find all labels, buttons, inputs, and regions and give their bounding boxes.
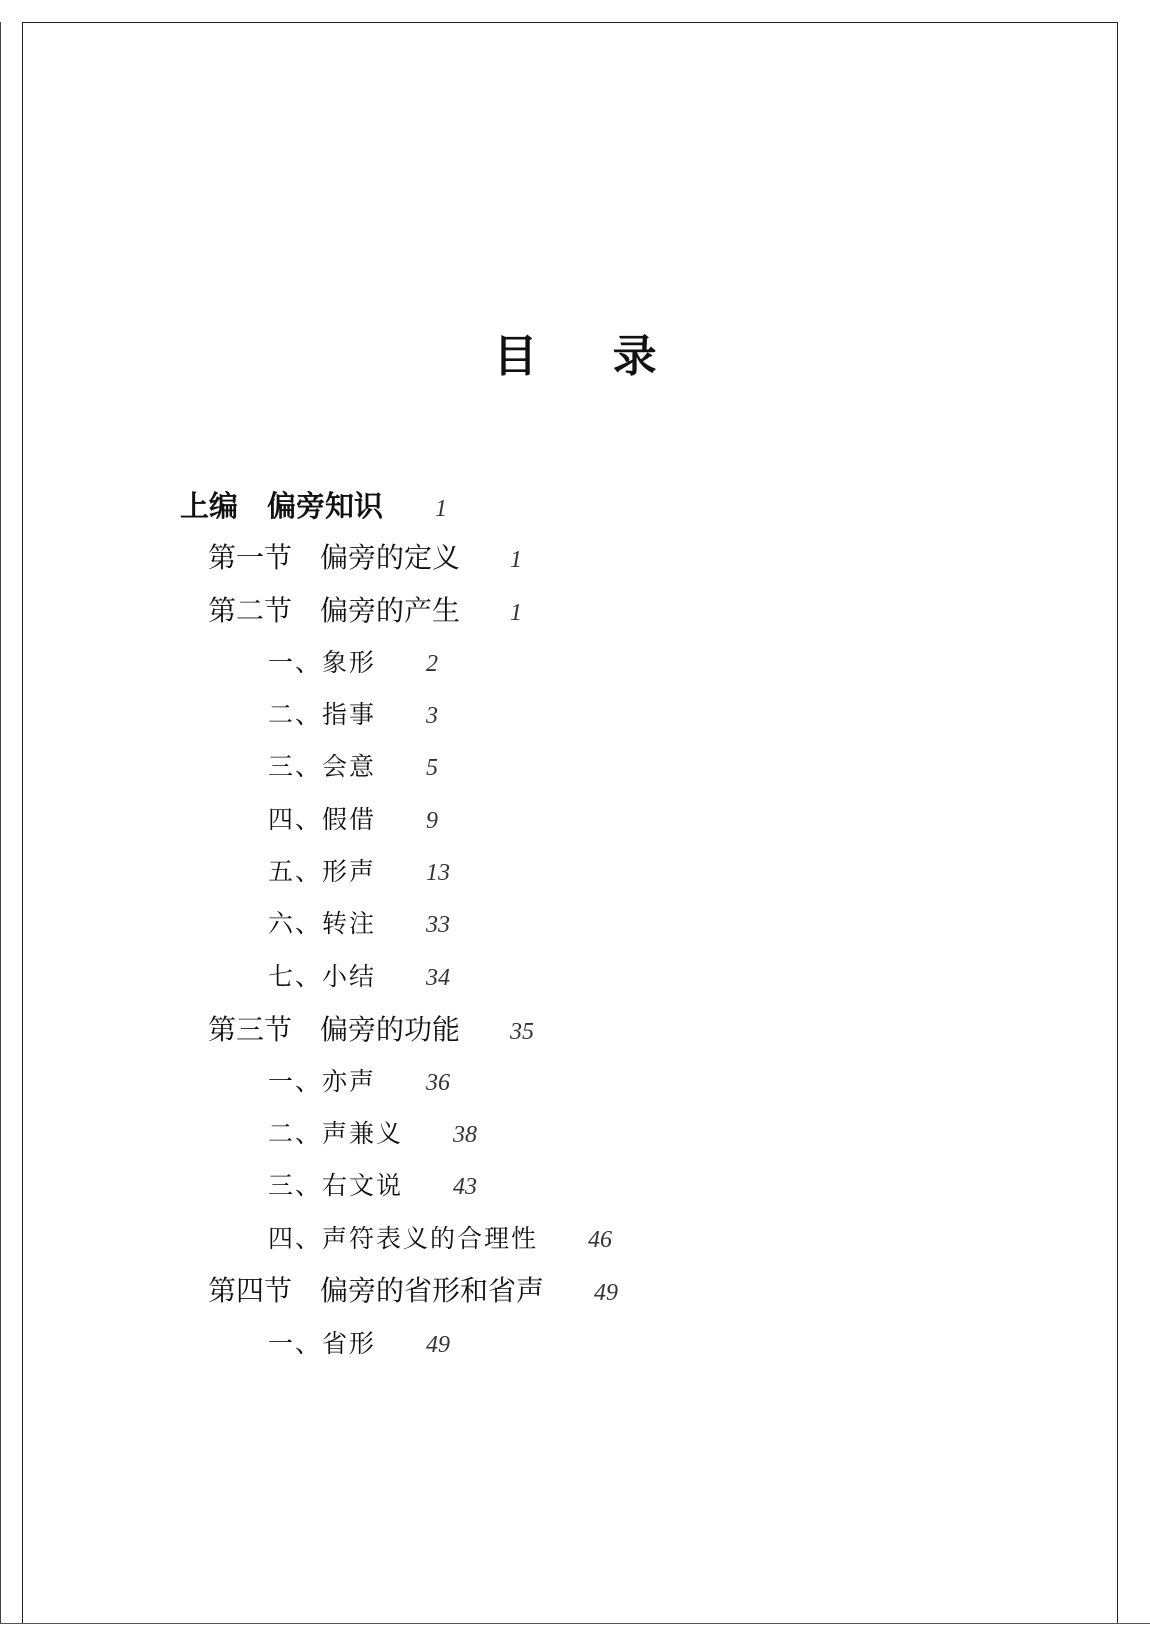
toc-title: 目 录 (493, 331, 687, 382)
toc-entry-page: 2 (426, 651, 439, 677)
toc-entry-item[interactable] (268, 904, 450, 940)
toc-entry-page: 34 (426, 965, 451, 991)
toc-entry-page: 9 (426, 808, 439, 834)
toc-entry-label: 第一节 偏旁的定义 (208, 541, 461, 574)
toc-entry-page: 1 (435, 496, 448, 522)
toc-entry-item[interactable] (268, 852, 450, 888)
toc-entry-section[interactable] (208, 589, 522, 629)
toc-entry-item[interactable] (268, 695, 438, 731)
toc-entry-item[interactable] (268, 1062, 450, 1098)
toc-entry-label: 三、右文说 (268, 1171, 404, 1200)
toc-entry-page: 33 (426, 912, 451, 938)
toc-entry-section[interactable] (208, 1008, 534, 1048)
toc-entry-page: 1 (510, 600, 523, 626)
toc-entry-label: 四、假借 (268, 805, 377, 834)
toc-entry-item[interactable] (268, 1114, 477, 1150)
toc-entry-label: 上编 偏旁知识 (180, 489, 384, 523)
toc-entry-item[interactable] (268, 643, 438, 679)
toc-entry-page: 49 (594, 1280, 619, 1306)
toc-entry-page: 13 (426, 860, 451, 886)
toc-entry-page: 1 (510, 547, 523, 573)
toc-entry-page: 43 (453, 1174, 478, 1200)
toc-entry-label: 第二节 偏旁的产生 (208, 594, 461, 627)
toc-entry-label: 第三节 偏旁的功能 (208, 1013, 461, 1046)
toc-entry-label: 二、声兼义 (268, 1119, 404, 1148)
toc-entry-label: 一、省形 (268, 1329, 377, 1358)
toc-entry-label: 第四节 偏旁的省形和省声 (208, 1274, 545, 1307)
toc-entry-item[interactable] (268, 957, 450, 993)
toc-entry-label: 四、声符表义的合理性 (268, 1224, 539, 1253)
toc-entry-label: 一、亦声 (268, 1067, 377, 1096)
toc-entry-item[interactable] (268, 747, 438, 783)
bottom-cut-line (0, 1623, 1150, 1624)
toc-entry-part[interactable] (180, 484, 447, 525)
left-margin-line (0, 22, 1, 1624)
toc-entry-section[interactable] (208, 1269, 618, 1309)
toc-entry-page: 49 (426, 1332, 451, 1358)
toc-entry-label: 三、会意 (268, 752, 377, 781)
toc-entry-label: 二、指事 (268, 700, 377, 729)
toc-entry-label: 七、小结 (268, 962, 377, 991)
toc-entry-page: 35 (510, 1019, 535, 1045)
toc-entry-page: 46 (588, 1227, 613, 1253)
toc-entry-label: 六、转注 (268, 909, 377, 938)
toc-entry-label: 一、象形 (268, 648, 377, 677)
toc-entry-item[interactable] (268, 1166, 477, 1202)
toc-entry-label: 五、形声 (268, 857, 377, 886)
toc-entry-page: 5 (426, 755, 439, 781)
page-frame (22, 22, 1118, 1624)
toc-entry-page: 3 (426, 703, 439, 729)
toc-entry-item[interactable] (268, 800, 438, 836)
toc-entry-item[interactable] (268, 1219, 612, 1255)
toc-entry-page: 38 (453, 1122, 478, 1148)
toc-entry-page: 36 (426, 1070, 451, 1096)
toc-entry-item[interactable] (268, 1324, 450, 1360)
toc-entry-section[interactable] (208, 536, 522, 576)
